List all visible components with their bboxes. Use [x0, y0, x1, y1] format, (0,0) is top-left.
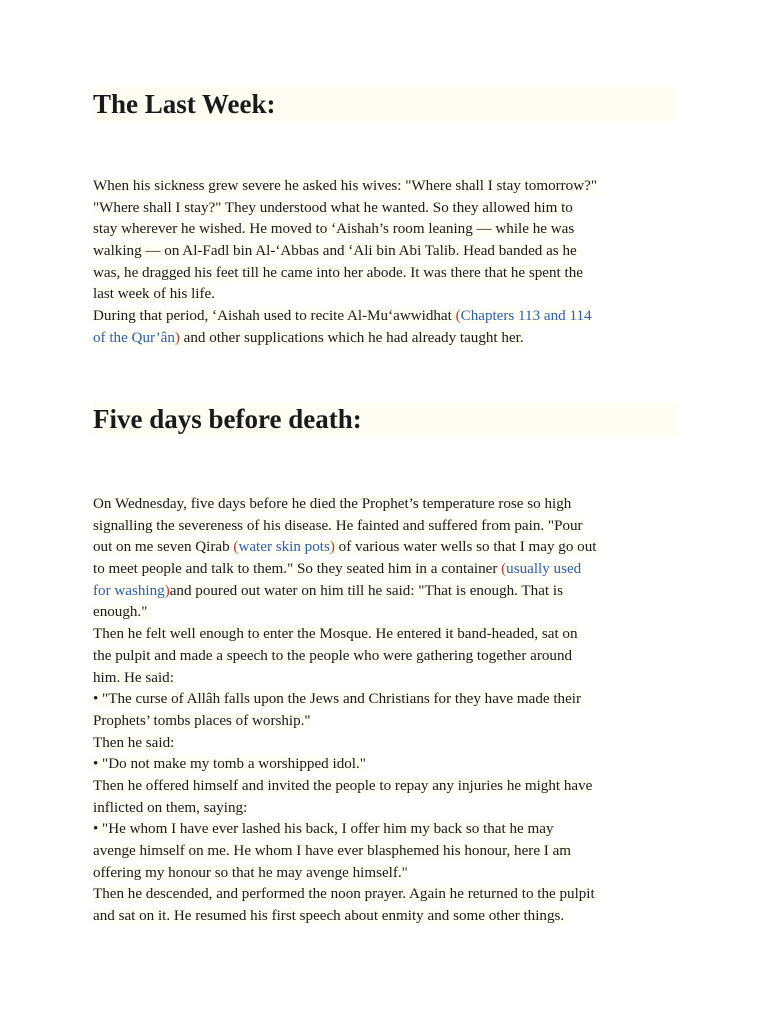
- text-line: Then he descended, and performed the noon prayer. Again he returned to the pulpit: [93, 886, 595, 903]
- text-line: Then he offered himself and invited the people to repay any injuries he might have: [93, 777, 593, 794]
- text-line: of the Qur’ân) and other supplications which he had already taught her.: [93, 329, 524, 346]
- text-line: inflicted on them, saying:: [93, 799, 248, 816]
- for-washing-link[interactable]: for washing: [93, 582, 165, 599]
- text-line: stay wherever he wished. He moved to ‘Aishah’s room leaning — while he was: [93, 221, 575, 238]
- paragraph-last-week: [93, 176, 677, 350]
- paragraph-five-days: [93, 494, 677, 928]
- text-line: offering my honour so that he may avenge himself.": [93, 864, 408, 881]
- text-line: last week of his life.: [93, 286, 215, 303]
- text-line: avenge himself on me. He whom I have ever blasphemed his honour, here I am: [93, 843, 572, 859]
- text-line: • "Do not make my tomb a worshipped idol.": [93, 756, 366, 773]
- text-line: • "He whom I have ever lashed his back, I offer him my back so that he may: [93, 821, 554, 838]
- text-line: During that period, ‘Aishah used to recite Al-Mu‘awwidhat (Chapters 113 and 114: [93, 308, 592, 325]
- text-line: for washing)and poured out water on him till he said: "That is enough. That is: [93, 582, 563, 599]
- heading-five-days: Five days before death:: [93, 402, 677, 436]
- text-line: out on me seven Qirab (water skin pots) of various water wells so that I may go out: [93, 539, 597, 556]
- text-line: Then he said:: [93, 734, 175, 751]
- water-skin-pots-link[interactable]: water skin pots: [238, 539, 330, 556]
- text-line: When his sickness grew severe he asked his wives: "Where shall I stay tomorrow?": [93, 178, 597, 194]
- reference-chapters-link[interactable]: Chapters 113 and 114: [460, 308, 592, 325]
- text-line: "Where shall I stay?" They understood what he wanted. So they allowed him to: [93, 199, 573, 216]
- reference-quran-link[interactable]: of the Qur’ân: [93, 329, 175, 346]
- text-line: signalling the severeness of his disease. He fainted and suffered from pain. "Pour: [93, 517, 583, 534]
- text-line: • "The curse of Allâh falls upon the Jews and Christians for they have made their: [93, 691, 582, 708]
- text-line: the pulpit and made a speech to the people who were gathering together around: [93, 647, 573, 664]
- text-line: Then he felt well enough to enter the Mosque. He entered it band-headed, sat on: [93, 626, 578, 643]
- text-line: him. He said:: [93, 669, 174, 686]
- text-line: and sat on it. He resumed his first speech about enmity and some other things.: [93, 908, 565, 925]
- usually-used-link[interactable]: usually used: [506, 561, 582, 578]
- text-line: On Wednesday, five days before he died the Prophet’s temperature rose so high: [93, 496, 572, 512]
- text-line: was, he dragged his feet till he came into her abode. It was there that he spent the: [93, 264, 583, 281]
- text-line: walking — on Al-Fadl bin Al-‘Abbas and ‘Ali bin Abi Talib. Head banded as he: [93, 243, 577, 260]
- heading-last-week: The Last Week:: [93, 87, 677, 121]
- text-line: enough.": [93, 604, 148, 621]
- text-line: to meet people and talk to them." So they seated him in a container (usually used: [93, 561, 582, 578]
- text-line: Prophets’ tombs places of worship.": [93, 712, 311, 729]
